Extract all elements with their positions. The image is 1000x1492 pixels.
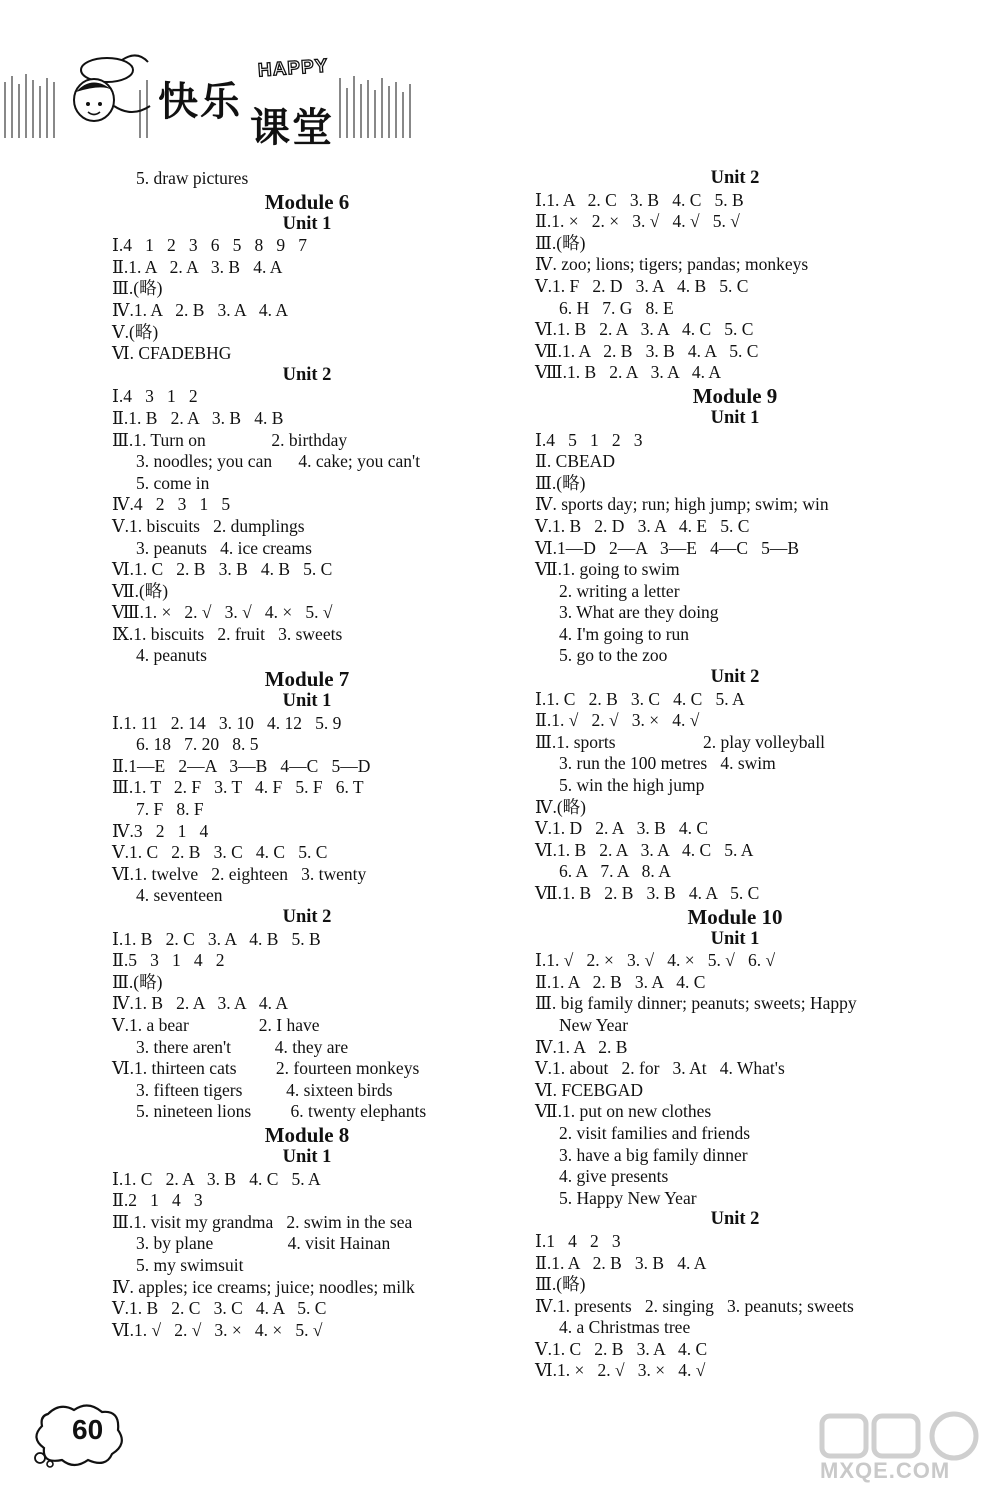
answer-line: 3. have a big family dinner [559, 1144, 748, 1165]
answer-line: Ⅸ.1. biscuits 2. fruit 3. sweets [112, 623, 343, 644]
answer-line: 4. give presents [559, 1166, 669, 1187]
answer-line: 5. come in [136, 472, 210, 493]
answer-line: Ⅰ.1. √ 2. × 3. √ 4. × 5. √ 6. √ [535, 950, 776, 971]
answer-line: Ⅴ.1. C 2. B 3. A 4. C [535, 1338, 708, 1359]
answer-line: Ⅵ.1. √ 2. √ 3. × 4. × 5. √ [112, 1319, 323, 1340]
answer-line: 6. 18 7. 20 8. 5 [136, 734, 259, 755]
answer-line: Ⅳ. sports day; run; high jump; swim; win [535, 494, 829, 515]
unit-heading: Unit 1 [282, 691, 332, 712]
answer-line: Ⅳ.1. presents 2. singing 3. peanuts; sweets [535, 1295, 854, 1316]
answer-line: 5. draw pictures [136, 168, 249, 188]
answer-line: Ⅱ.1. × 2. × 3. √ 4. √ 5. √ [535, 211, 740, 232]
unit-heading: Unit 2 [710, 1209, 760, 1230]
left-answer-column [112, 168, 512, 1341]
answer-line: Ⅲ.1. T 2. F 3. T 4. F 5. F 6. T [112, 777, 364, 798]
answer-line: 6. H 7. G 8. E [559, 297, 674, 318]
unit-heading: Unit 2 [282, 364, 332, 385]
answer-line: Ⅵ.1. B 2. A 3. A 4. C 5. C [535, 319, 754, 340]
answer-line: 3. fifteen tigers 4. sixteen birds [136, 1079, 393, 1100]
answer-line: Ⅴ.1. about 2. for 3. At 4. What's [535, 1058, 785, 1079]
answer-line: Ⅰ.4 3 1 2 [112, 386, 198, 407]
answer-line: 3. What are they doing [559, 602, 719, 623]
answer-line: Ⅴ.1. biscuits 2. dumplings [112, 515, 305, 536]
answer-line: Ⅰ.1. B 2. C 3. A 4. B 5. B [112, 928, 321, 949]
module-heading: Module 9 [692, 383, 778, 408]
answer-line: Ⅶ.1. B 2. B 3. B 4. A 5. C [535, 883, 760, 903]
answer-line: Ⅴ.1. D 2. A 3. B 4. C [535, 818, 709, 839]
answer-line: Ⅴ.1. C 2. B 3. C 4. C 5. C [112, 842, 328, 863]
answer-line: Ⅱ.1. A 2. B 3. A 4. C [535, 971, 706, 992]
answer-line: Ⅳ.1. B 2. A 3. A 4. A [112, 993, 288, 1014]
answer-line: Ⅴ.1. F 2. D 3. A 4. B 5. C [535, 275, 749, 296]
answer-line: Ⅳ. apples; ice creams; juice; noodles; milk [112, 1276, 415, 1297]
answer-line: New Year [559, 1014, 629, 1035]
mascot-illustration [62, 48, 157, 138]
answer-line: 5. my swimsuit [136, 1254, 244, 1275]
answer-line: 6. A 7. A 8. A [559, 861, 671, 882]
answer-line: 3. by plane 4. visit Hainan [136, 1233, 391, 1254]
answer-line: Ⅶ.1. put on new clothes [535, 1101, 712, 1122]
answer-line: Ⅲ.(略) [535, 232, 586, 253]
answer-line: Ⅱ.1. √ 2. √ 3. × 4. √ [535, 710, 700, 731]
answer-line: Ⅲ.1. visit my grandma 2. swim in the sea [112, 1211, 413, 1232]
answer-line: Ⅲ.(略) [535, 1274, 586, 1295]
answer-line: Ⅶ.(略) [112, 580, 169, 601]
answer-line: Ⅱ. CBEAD [535, 451, 615, 472]
answer-line: 5. Happy New Year [559, 1187, 697, 1208]
answer-line: Ⅰ.4 5 1 2 3 [535, 429, 643, 450]
answer-line: 4. seventeen [136, 885, 223, 906]
answer-line: Ⅵ. FCEBGAD [535, 1079, 644, 1100]
answer-line: Ⅵ.1. B 2. A 3. A 4. C 5. A [535, 839, 754, 860]
answer-line: Ⅲ.1. Turn on 2. birthday [112, 429, 348, 450]
answer-line: Ⅱ.1. A 2. A 3. B 4. A [112, 256, 283, 277]
answer-line: Ⅴ.1. B 2. D 3. A 4. E 5. C [535, 515, 750, 536]
answer-line: Ⅴ.1. a bear 2. I have [112, 1014, 320, 1035]
answer-line: Ⅵ.1. C 2. B 3. B 4. B 5. C [112, 559, 333, 580]
unit-heading: Unit 2 [710, 667, 760, 688]
answer-line: Ⅷ.1. × 2. √ 3. √ 4. × 5. √ [112, 602, 333, 623]
answer-line: Ⅰ.1. A 2. C 3. B 4. C 5. B [535, 189, 744, 210]
unit-heading: Unit 1 [282, 213, 332, 234]
answer-line: Ⅵ.1—D 2—A 3—E 4—C 5—B [535, 537, 800, 558]
answer-line: Ⅲ.(略) [535, 472, 586, 493]
answer-line: 2. writing a letter [559, 580, 680, 601]
answer-line: Ⅳ.1. A 2. B [535, 1036, 628, 1057]
answer-line: 5. go to the zoo [559, 645, 668, 666]
answer-line: Ⅱ.1. A 2. B 3. B 4. A [535, 1252, 707, 1273]
answer-line: Ⅳ.3 2 1 4 [112, 820, 209, 841]
answer-line: 3. run the 100 metres 4. swim [559, 753, 776, 774]
answer-line: Ⅳ. zoo; lions; tigers; pandas; monkeys [535, 254, 809, 275]
module-heading: Module 6 [264, 189, 350, 214]
answer-line: Ⅷ.1. B 2. A 3. A 4. A [535, 362, 722, 383]
answer-line: 4. peanuts [136, 645, 207, 666]
answer-line: 7. F 8. F [136, 799, 204, 820]
answer-line: Ⅵ.1. thirteen cats 2. fourteen monkeys [112, 1058, 420, 1079]
unit-heading: Unit 1 [282, 1146, 332, 1167]
header-title-part1: 快乐 [158, 79, 242, 125]
answer-line: 5. win the high jump [559, 775, 705, 796]
answer-line: 3. there aren't 4. they are [136, 1036, 349, 1057]
answer-line: Ⅲ.(略) [112, 278, 163, 299]
answer-line: 5. nineteen lions 6. twenty elephants [136, 1101, 427, 1122]
answer-line: Ⅰ.1. 11 2. 14 3. 10 4. 12 5. 9 [112, 712, 342, 733]
header-happy-badge: HAPPY [257, 55, 330, 82]
answer-line: Ⅰ.1. C 2. B 3. C 4. C 5. A [535, 688, 745, 709]
answer-line: Ⅴ.(略) [112, 321, 159, 342]
answer-line: Ⅱ.2 1 4 3 [112, 1190, 203, 1211]
answer-line: 4. I'm going to run [559, 623, 690, 644]
unit-heading: Unit 2 [282, 907, 332, 927]
watermark-text: MXQE.COM [820, 1458, 951, 1483]
answer-line: Ⅱ.1—E 2—A 3—B 4—C 5—D [112, 755, 371, 776]
module-heading: Module 10 [687, 904, 783, 929]
answer-line: Ⅵ.1. twelve 2. eighteen 3. twenty [112, 863, 367, 884]
answer-line: Ⅰ.1 4 2 3 [535, 1230, 621, 1251]
page-number: 60 [72, 1414, 104, 1445]
answer-line: Ⅳ.(略) [535, 796, 587, 817]
answer-line: 3. peanuts 4. ice creams [136, 537, 312, 558]
answer-line: Ⅶ.1. going to swim [535, 559, 680, 580]
module-heading: Module 7 [264, 667, 350, 692]
answer-line: 4. a Christmas tree [559, 1317, 691, 1338]
answer-line: Ⅲ.1. sports 2. play volleyball [535, 731, 826, 752]
answer-line: Ⅱ.5 3 1 4 2 [112, 950, 225, 971]
header-title-part2: 课堂 [250, 105, 334, 151]
answer-line: Ⅴ.1. B 2. C 3. C 4. A 5. C [112, 1298, 327, 1319]
unit-heading: Unit 1 [710, 928, 760, 949]
answer-line: Ⅵ. CFADEBHG [112, 343, 232, 364]
right-answer-column [535, 168, 955, 1382]
answer-line: Ⅰ.1. C 2. A 3. B 4. C 5. A [112, 1168, 321, 1189]
answer-line: Ⅵ.1. × 2. √ 3. × 4. √ [535, 1360, 706, 1381]
answer-line: Ⅲ.(略) [112, 971, 163, 992]
answer-line: Ⅶ.1. A 2. B 3. B 4. A 5. C [535, 340, 759, 361]
unit-heading: Unit 1 [710, 407, 760, 428]
answer-line: 3. noodles; you can 4. cake; you can't [136, 451, 421, 472]
module-heading: Module 8 [264, 1122, 350, 1147]
answer-line: Ⅲ. big family dinner; peanuts; sweets; Happy [535, 993, 857, 1014]
answer-line: Ⅱ.1. B 2. A 3. B 4. B [112, 407, 284, 428]
answer-line: Ⅳ.4 2 3 1 5 [112, 494, 231, 515]
unit-heading: Unit 2 [710, 168, 760, 188]
answer-line: Ⅳ.1. A 2. B 3. A 4. A [112, 299, 288, 320]
answer-line: 2. visit families and friends [559, 1122, 751, 1143]
answer-line: Ⅰ.4 1 2 3 6 5 8 9 7 [112, 235, 308, 256]
